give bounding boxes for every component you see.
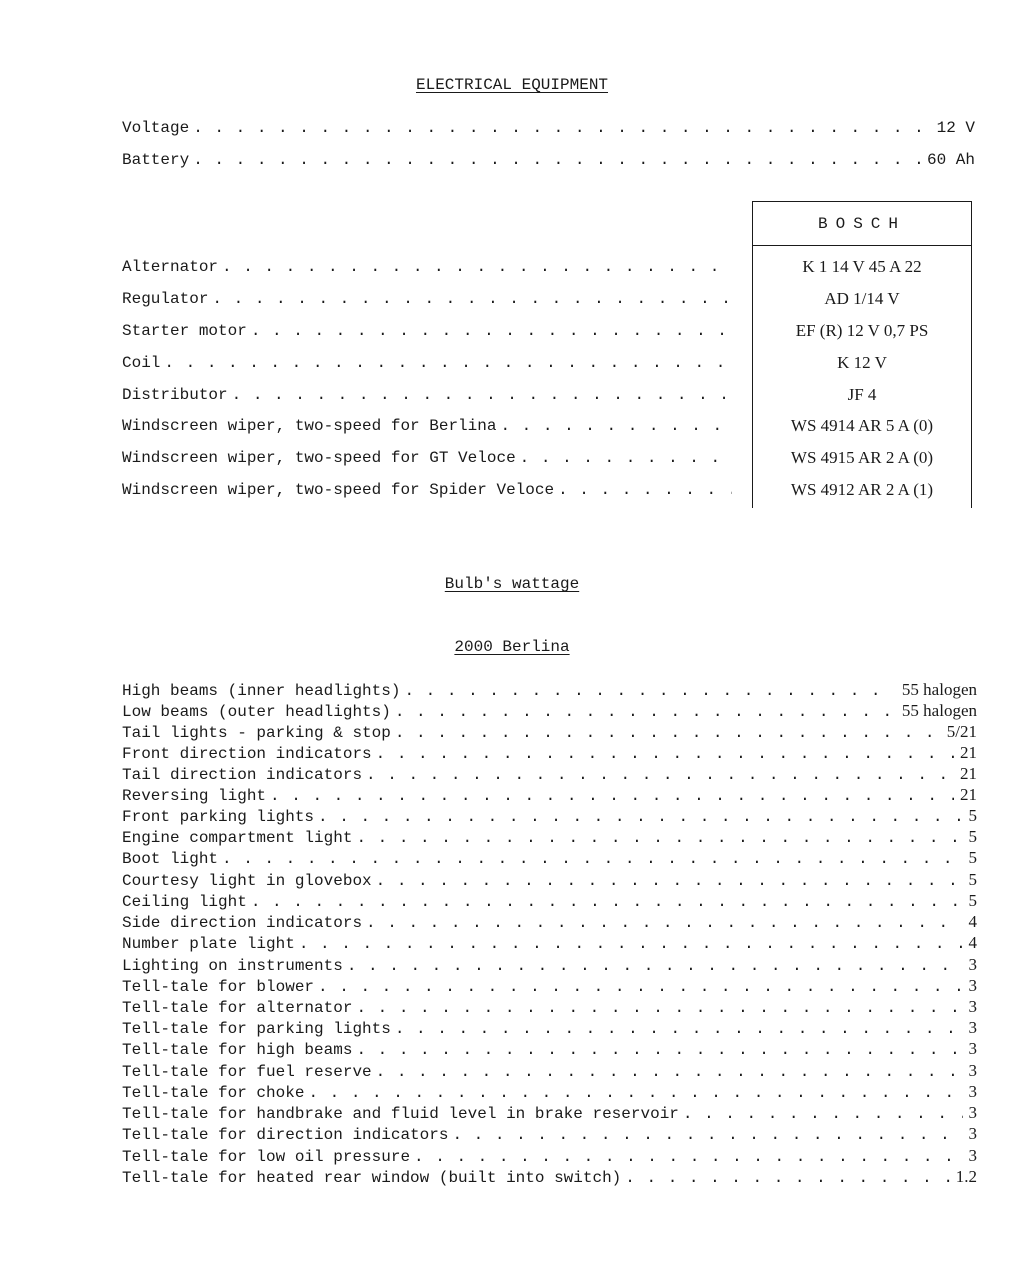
leader-dots xyxy=(222,258,732,276)
bulb-label: Tail direction indicators xyxy=(122,766,363,784)
leader-dots xyxy=(366,914,962,932)
leader-dots xyxy=(232,386,732,404)
bulb-label: Lighting on instruments xyxy=(122,957,343,975)
bulb-row xyxy=(122,743,977,764)
leader-dots xyxy=(164,354,732,372)
part-number: K 1 14 V 45 A 22 xyxy=(802,257,922,276)
bulb-label: High beams (inner headlights) xyxy=(122,682,401,700)
section-title: ELECTRICAL EQUIPMENT xyxy=(415,76,609,94)
bulb-label: Tell-tale for heated rear window (built into switch) xyxy=(122,1169,622,1187)
component-row xyxy=(122,258,732,282)
bulb-wattage: 5 xyxy=(968,827,977,846)
leader-dots xyxy=(356,829,962,847)
part-number: AD 1/14 V xyxy=(824,289,900,308)
bulb-label: Tell-tale for alternator xyxy=(122,999,353,1017)
bulb-wattage: 3 xyxy=(968,1103,977,1122)
leader-dots xyxy=(308,1084,962,1102)
bulb-label: Front parking lights xyxy=(122,808,315,826)
bulb-wattage: 5 xyxy=(968,806,977,825)
component-row xyxy=(122,290,732,314)
leader-dots xyxy=(376,745,954,763)
spec-row-voltage xyxy=(122,119,975,143)
leader-dots xyxy=(222,850,962,868)
leader-dots xyxy=(376,872,963,890)
bulbs-title: Bulb's wattage xyxy=(444,575,580,593)
bulb-label: Courtesy light in glovebox xyxy=(122,872,372,890)
part-number: WS 4912 AR 2 A (1) xyxy=(790,480,934,499)
bulb-row xyxy=(122,976,977,997)
bulb-wattage: 3 xyxy=(968,997,977,1016)
leader-dots xyxy=(318,808,962,826)
bosch-header: BOSCH xyxy=(753,202,971,246)
bulb-label: Front direction indicators xyxy=(122,745,372,763)
component-label: Alternator xyxy=(122,258,219,276)
bulb-wattage: 3 xyxy=(968,1124,977,1143)
bulb-wattage: 3 xyxy=(968,955,977,974)
bulb-row xyxy=(122,1018,977,1039)
bulb-label: Engine compartment light xyxy=(122,829,353,847)
bulb-label: Tell-tale for low oil pressure xyxy=(122,1148,411,1166)
component-label: Coil xyxy=(122,354,161,372)
leader-dots xyxy=(395,1020,963,1038)
bulb-row xyxy=(122,1167,977,1188)
leader-dots xyxy=(683,1105,963,1123)
bulb-label: Tell-tale for fuel reserve xyxy=(122,1063,372,1081)
bulb-row xyxy=(122,891,977,912)
bulb-row xyxy=(122,933,977,954)
leader-dots xyxy=(452,1126,962,1144)
bulb-wattage: 5/21 xyxy=(946,722,977,741)
bulb-row xyxy=(122,701,977,722)
component-label: Windscreen wiper, two-speed for Spider Veloce xyxy=(122,481,555,499)
model-title: 2000 Berlina xyxy=(454,638,570,656)
leader-dots xyxy=(500,417,732,435)
bulb-row xyxy=(122,997,977,1018)
bulb-label: Tell-tale for high beams xyxy=(122,1041,353,1059)
component-row xyxy=(122,386,732,410)
leader-dots xyxy=(366,766,954,784)
bulb-label: Tail lights - parking & stop xyxy=(122,724,391,742)
component-label: Starter motor xyxy=(122,322,247,340)
bulb-label: Tell-tale for choke xyxy=(122,1084,305,1102)
bulb-wattage: 5 xyxy=(968,870,977,889)
bulb-label: Low beams (outer headlights) xyxy=(122,703,391,721)
leader-dots xyxy=(356,999,962,1017)
bulb-wattage: 3 xyxy=(968,1061,977,1080)
leader-dots xyxy=(376,1063,963,1081)
bulb-label: Number plate light xyxy=(122,935,295,953)
bulb-wattage: 3 xyxy=(968,1039,977,1058)
part-number: WS 4915 AR 2 A (0) xyxy=(790,448,934,467)
bulb-wattage: 5 xyxy=(968,848,977,867)
bulb-wattage: 4 xyxy=(968,933,977,952)
leader-dots xyxy=(520,449,732,467)
leader-dots xyxy=(395,724,941,742)
leader-dots xyxy=(212,290,732,308)
bulb-wattage: 55 halogen xyxy=(901,680,977,699)
bulb-row xyxy=(122,764,977,785)
leader-dots xyxy=(347,957,963,975)
bulb-label: Side direction indicators xyxy=(122,914,363,932)
leader-dots xyxy=(270,787,954,805)
bulb-label: Tell-tale for parking lights xyxy=(122,1020,391,1038)
bulb-row xyxy=(122,722,977,743)
component-row xyxy=(122,417,732,441)
bulb-row xyxy=(122,955,977,976)
bulb-row xyxy=(122,912,977,933)
bulb-label: Tell-tale for blower xyxy=(122,978,315,996)
component-row xyxy=(122,481,732,505)
bulb-wattage: 3 xyxy=(968,1018,977,1037)
spec-label: Voltage xyxy=(122,119,190,137)
leader-dots xyxy=(193,151,921,169)
leader-dots xyxy=(625,1169,949,1187)
part-number: EF (R) 12 V 0,7 PS xyxy=(795,321,929,340)
bulb-wattage: 4 xyxy=(968,912,977,931)
leader-dots xyxy=(404,682,895,700)
component-row xyxy=(122,322,732,346)
bulb-wattage: 3 xyxy=(968,976,977,995)
leader-dots xyxy=(193,119,930,137)
bulb-row xyxy=(122,1082,977,1103)
leader-dots xyxy=(251,893,963,911)
bulb-row xyxy=(122,848,977,869)
leader-dots xyxy=(299,935,963,953)
bulb-row xyxy=(122,1103,977,1124)
bulb-label: Ceiling light xyxy=(122,893,247,911)
component-label: Windscreen wiper, two-speed for Berlina xyxy=(122,417,497,435)
bulb-row xyxy=(122,806,977,827)
component-label: Regulator xyxy=(122,290,209,308)
bulb-wattage: 5 xyxy=(968,891,977,910)
leader-dots xyxy=(251,322,732,340)
component-row xyxy=(122,449,732,473)
part-number: WS 4914 AR 5 A (0) xyxy=(790,416,934,435)
bulb-wattage: 21 xyxy=(960,743,977,762)
leader-dots xyxy=(558,481,732,499)
bulb-wattage: 21 xyxy=(960,764,977,783)
leader-dots xyxy=(356,1041,962,1059)
bulb-wattage: 3 xyxy=(968,1146,977,1165)
bulb-label: Tell-tale for direction indicators xyxy=(122,1126,449,1144)
leader-dots xyxy=(318,978,962,996)
part-number: JF 4 xyxy=(847,385,877,404)
bulb-wattage: 3 xyxy=(968,1082,977,1101)
component-label: Windscreen wiper, two-speed for GT Veloce xyxy=(122,449,516,467)
bulb-label: Boot light xyxy=(122,850,219,868)
bulb-wattage: 55 halogen xyxy=(901,701,977,720)
bulb-row xyxy=(122,1124,977,1145)
bulb-label: Tell-tale for handbrake and fluid level in brake reservoir xyxy=(122,1105,679,1123)
bulb-row xyxy=(122,1146,977,1167)
bulb-label: Reversing light xyxy=(122,787,267,805)
bulb-wattage: 1.2 xyxy=(955,1167,977,1186)
spec-row-battery xyxy=(122,151,975,175)
leader-dots xyxy=(414,1148,962,1166)
bulb-row xyxy=(122,870,977,891)
bosch-table xyxy=(752,201,972,508)
bulb-row xyxy=(122,1039,977,1060)
spec-value: 12 V xyxy=(936,119,975,137)
bulb-row xyxy=(122,827,977,848)
spec-value: 60 Ah xyxy=(926,151,975,169)
component-label: Distributor xyxy=(122,386,228,404)
part-number: K 12 V xyxy=(837,353,887,372)
spec-label: Battery xyxy=(122,151,190,169)
bulb-row xyxy=(122,1061,977,1082)
bulb-row xyxy=(122,680,977,701)
component-row xyxy=(122,354,732,378)
leader-dots xyxy=(395,703,896,721)
bulb-wattage: 21 xyxy=(960,785,977,804)
bulb-row xyxy=(122,785,977,806)
